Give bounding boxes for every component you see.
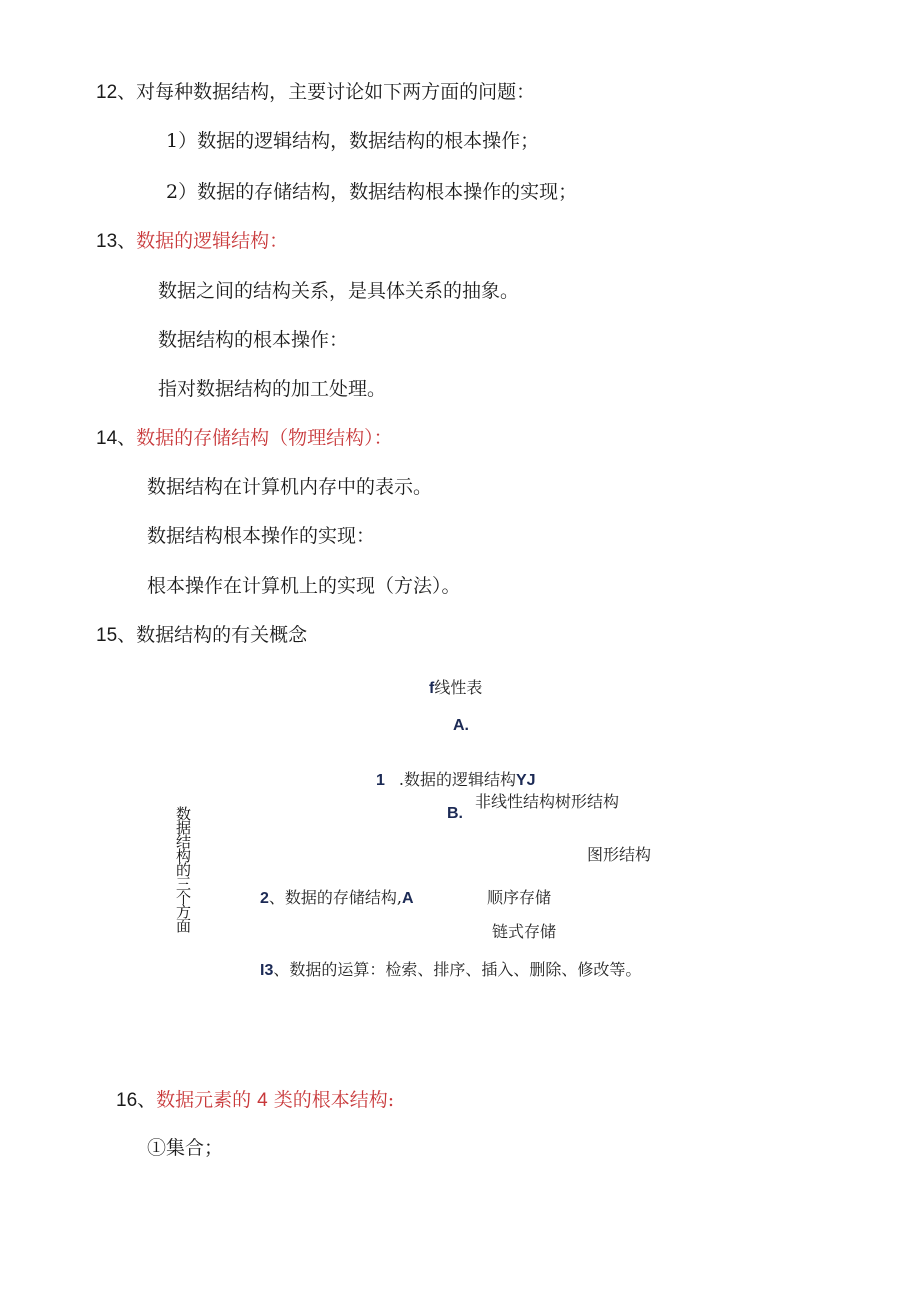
q13-line-2: 数据结构的根本操作： xyxy=(158,329,349,351)
q13-line-1: 数据之间的结构关系，是具体关系的抽象。 xyxy=(158,280,520,302)
q16-item-1: ①集合； xyxy=(147,1137,224,1159)
linear-list-text: 线性表 xyxy=(434,678,483,697)
q12-item-2: 2）数据的存储结构，数据结构根本操作的实现； xyxy=(166,181,578,203)
q16-title-number: 4 xyxy=(257,1090,268,1111)
vertical-label: 数据结构的三个方面 xyxy=(174,806,192,932)
nonlinear-structure-label: 非线性结构树形结构 xyxy=(475,792,620,811)
graph-structure-label: 图形结构 xyxy=(587,845,652,864)
q13-heading xyxy=(96,229,288,254)
logical-structure-label xyxy=(376,770,536,791)
q13-number: 13、 xyxy=(96,231,137,252)
q13-line-3: 指对数据结构的加工处理。 xyxy=(158,378,387,400)
option-a-mark: A. xyxy=(453,717,469,734)
q14-line-3: 根本操作在计算机上的实现（方法）。 xyxy=(147,575,461,597)
sequential-storage-label: 顺序存储 xyxy=(487,888,552,907)
q12-item-1: 1）数据的逻辑结构，数据结构的根本操作； xyxy=(166,130,540,152)
operations-label xyxy=(260,960,641,981)
q15-title: 数据结构的有关概念 xyxy=(136,624,308,646)
q12-text: 对每种数据结构，主要讨论如下两方面的问题： xyxy=(136,81,536,103)
q13-title: 数据的逻辑结构： xyxy=(136,230,289,252)
q14-title: 数据的存储结构（物理结构）： xyxy=(136,427,393,449)
q16-heading xyxy=(116,1088,394,1113)
logical-number: 1 xyxy=(376,772,385,789)
q16-title-a: 数据元素的 xyxy=(156,1089,252,1111)
logical-text: .数据的逻辑结构 xyxy=(398,770,516,789)
q15-number: 15、 xyxy=(96,625,137,646)
q15-heading xyxy=(96,623,307,648)
option-b-mark: B. xyxy=(447,805,463,822)
q12-heading xyxy=(96,80,535,105)
linear-list-label xyxy=(429,678,482,699)
storage-structure-label xyxy=(260,888,414,909)
q12-number: 12、 xyxy=(96,82,137,103)
q14-line-1: 数据结构在计算机内存中的表示。 xyxy=(147,476,433,498)
q16-number: 16、 xyxy=(116,1090,157,1111)
storage-a: A xyxy=(402,890,414,907)
q14-line-2: 数据结构根本操作的实现： xyxy=(147,525,376,547)
storage-text: 、数据的存储结构, xyxy=(268,888,402,907)
storage-number: 2 xyxy=(260,890,269,907)
operations-number: I3 xyxy=(260,962,274,979)
q14-heading xyxy=(96,426,393,451)
f-mark: f xyxy=(429,680,435,697)
q16-title-b: 类的根本结构: xyxy=(273,1089,395,1111)
operations-text: 、数据的运算：检索、排序、插入、删除、修改等。 xyxy=(273,960,642,979)
linked-storage-label: 链式存储 xyxy=(492,922,557,941)
q14-number: 14、 xyxy=(96,428,137,449)
logical-yj: YJ xyxy=(516,772,536,789)
